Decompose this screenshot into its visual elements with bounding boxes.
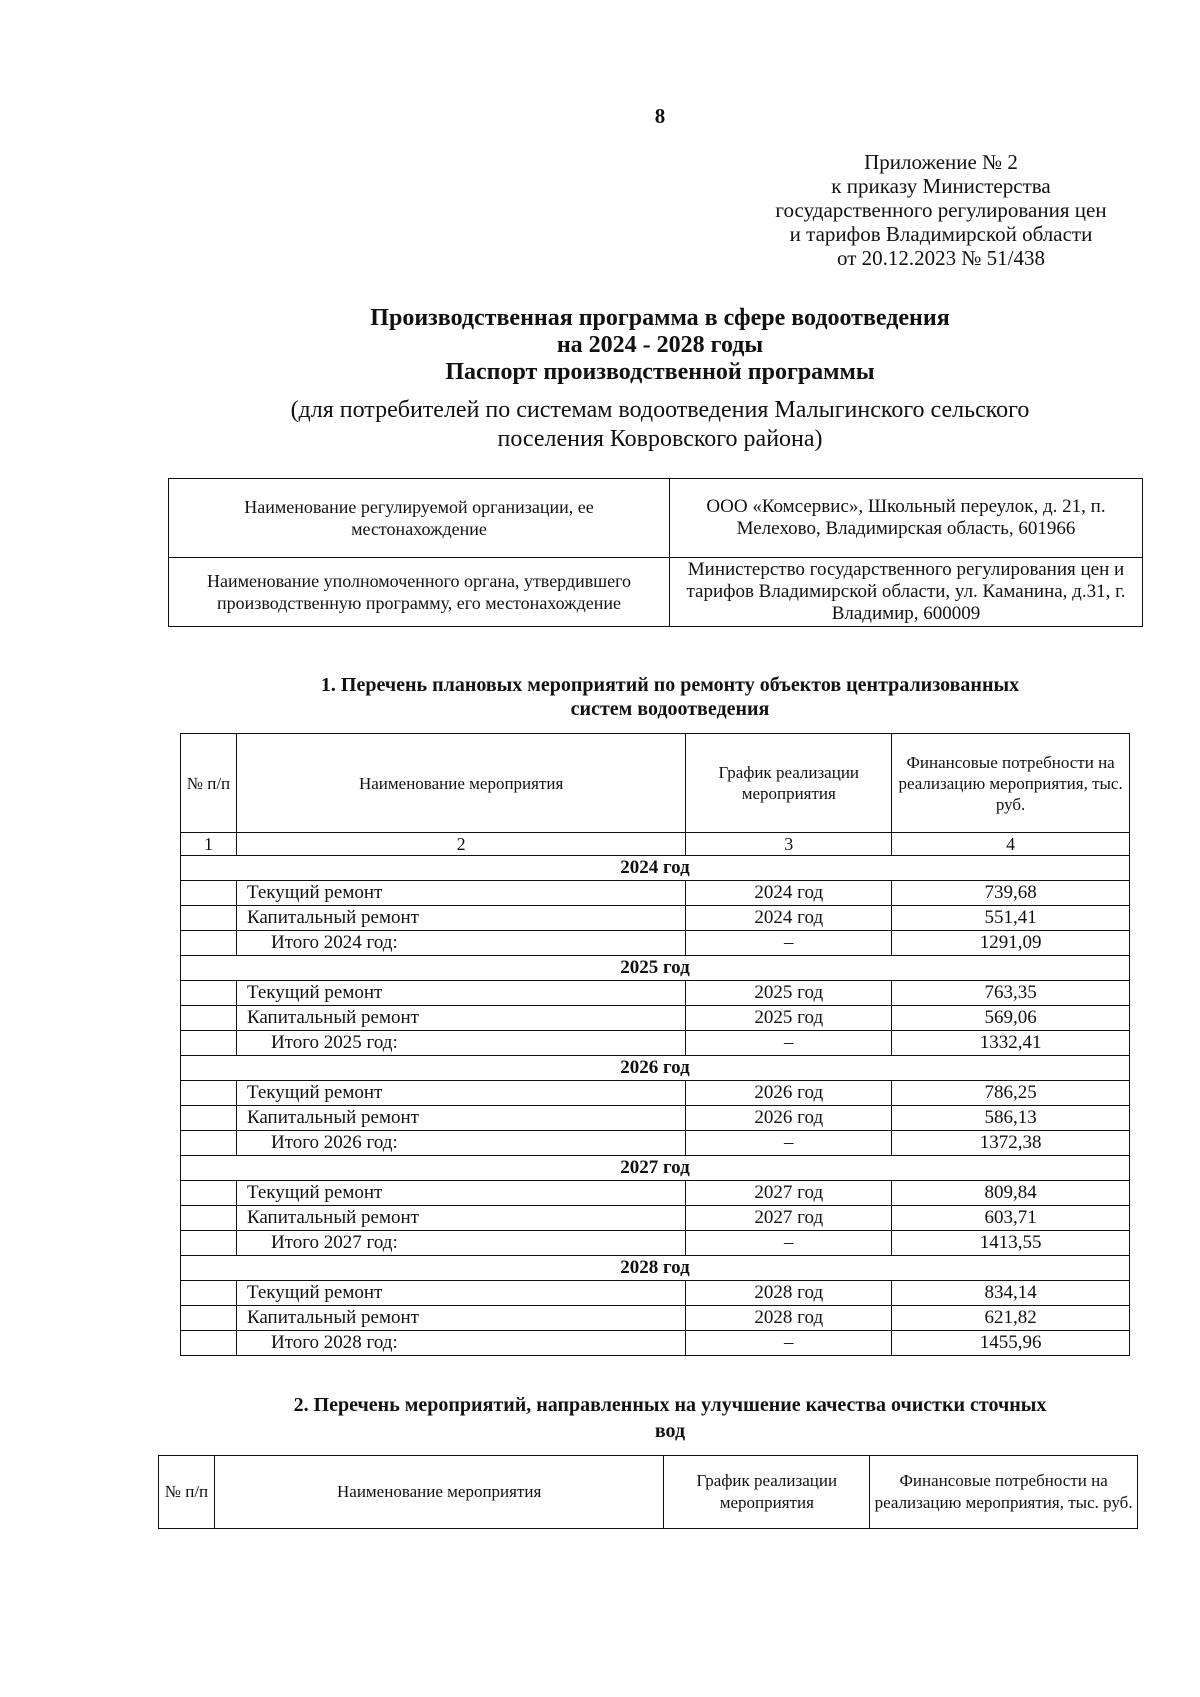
- table-row: [181, 1081, 1130, 1106]
- cell-amount: 586,13: [892, 1106, 1130, 1131]
- cell-name: Текущий ремонт: [236, 1081, 685, 1106]
- program-period: на 2024 - 2028 годы: [556, 332, 764, 358]
- appendix-line: Приложение № 2: [864, 150, 1018, 174]
- header-number: № п/п: [181, 734, 237, 833]
- table-row: [181, 981, 1130, 1006]
- column-number: 3: [686, 833, 892, 856]
- column-number: 4: [892, 833, 1130, 856]
- table-row: [181, 1181, 1130, 1206]
- page-number: 8: [654, 104, 666, 128]
- header-name: Наименование мероприятия: [214, 1456, 663, 1529]
- passport-row: [169, 479, 1143, 558]
- total-row: [181, 931, 1130, 956]
- header-number: № п/п: [159, 1456, 215, 1529]
- consumer-subtitle: [200, 396, 1120, 454]
- program-title: Производственная программа в сфере водоотведения: [370, 305, 950, 331]
- cell-schedule: 2024 год: [686, 906, 892, 931]
- cell-name: Текущий ремонт: [236, 1181, 685, 1206]
- cell-name: Текущий ремонт: [236, 981, 685, 1006]
- year-row: [181, 1256, 1130, 1281]
- cell-total-name: Итого 2028 год:: [236, 1331, 685, 1356]
- cell-name: Капитальный ремонт: [236, 1006, 685, 1031]
- header-schedule: График реализации мероприятия: [664, 1456, 870, 1529]
- cell-number: [181, 1206, 237, 1231]
- cell-number: [181, 931, 237, 956]
- cell-number: [181, 1231, 237, 1256]
- cell-amount: 551,41: [892, 906, 1130, 931]
- cell-number: [181, 1031, 237, 1056]
- cell-number: [181, 981, 237, 1006]
- cell-number: [181, 1331, 237, 1356]
- cell-schedule: 2024 год: [686, 881, 892, 906]
- appendix-line: к приказу Министерства: [831, 174, 1051, 198]
- cell-amount: 786,25: [892, 1081, 1130, 1106]
- passport-value: Министерство государственного регулирования цен и тарифов Владимирской области, ул. Каманина, д.31, г. Владимир, 600009: [670, 558, 1143, 627]
- column-numbers-row: [181, 833, 1130, 856]
- cell-number: [181, 1306, 237, 1331]
- appendix-line: от 20.12.2023 № 51/438: [836, 246, 1046, 270]
- cell-total-name: Итого 2024 год:: [236, 931, 685, 956]
- section2-title-line: вод: [654, 1420, 686, 1442]
- total-row: [181, 1331, 1130, 1356]
- cell-schedule: 2028 год: [686, 1281, 892, 1306]
- subtitle-line: поселения Ковровского района): [497, 426, 823, 452]
- year-title: 2026 год: [181, 1056, 1130, 1081]
- year-title: 2027 год: [181, 1156, 1130, 1181]
- table-row: [181, 1006, 1130, 1031]
- cell-amount: 1455,96: [892, 1331, 1130, 1356]
- passport-value: ООО «Комсервис», Школьный переулок, д. 21, п. Мелехово, Владимирская область, 601966: [670, 479, 1143, 558]
- subtitle-line: (для потребителей по системам водоотведения Малыгинского сельского: [290, 397, 1030, 423]
- cell-amount: 1413,55: [892, 1231, 1130, 1256]
- cell-schedule: 2028 год: [686, 1306, 892, 1331]
- cell-schedule: –: [686, 931, 892, 956]
- document-titles: [200, 305, 1120, 454]
- table-row: [181, 881, 1130, 906]
- repair-plan-table: [180, 733, 1130, 1356]
- cell-amount: 621,82: [892, 1306, 1130, 1331]
- cell-name: Текущий ремонт: [236, 1281, 685, 1306]
- table-header-row: [159, 1456, 1138, 1529]
- cell-number: [181, 1281, 237, 1306]
- year-title: 2024 год: [181, 856, 1130, 881]
- section1-title-line: 1. Перечень плановых мероприятий по ремонту объектов централизованных: [320, 674, 1020, 696]
- year-row: [181, 1156, 1130, 1181]
- cell-number: [181, 906, 237, 931]
- passport-title: Паспорт производственной программы: [445, 359, 875, 385]
- appendix-line: государственного регулирования цен: [775, 198, 1107, 222]
- cell-schedule: –: [686, 1131, 892, 1156]
- cell-number: [181, 1081, 237, 1106]
- year-title: 2025 год: [181, 956, 1130, 981]
- column-number: 2: [236, 833, 685, 856]
- header-name: Наименование мероприятия: [236, 734, 685, 833]
- cell-schedule: –: [686, 1331, 892, 1356]
- cell-name: Капитальный ремонт: [236, 1206, 685, 1231]
- passport-label: Наименование уполномоченного органа, утвердившего производственную программу, его местонахождение: [169, 558, 670, 627]
- cell-amount: 834,14: [892, 1281, 1130, 1306]
- cell-schedule: 2025 год: [686, 981, 892, 1006]
- table-row: [181, 1281, 1130, 1306]
- section1-title-line: систем водоотведения: [570, 698, 770, 720]
- total-row: [181, 1231, 1130, 1256]
- cell-schedule: –: [686, 1231, 892, 1256]
- appendix-line: и тарифов Владимирской области: [789, 222, 1093, 246]
- cell-amount: 739,68: [892, 881, 1130, 906]
- cell-name: Капитальный ремонт: [236, 1306, 685, 1331]
- cell-schedule: 2025 год: [686, 1006, 892, 1031]
- year-row: [181, 856, 1130, 881]
- table-body: [181, 856, 1130, 1356]
- table-row: [181, 906, 1130, 931]
- cell-name: Капитальный ремонт: [236, 1106, 685, 1131]
- section2-title-line: 2. Перечень мероприятий, направленных на улучшение качества очистки сточных: [293, 1394, 1047, 1416]
- cell-amount: 1332,41: [892, 1031, 1130, 1056]
- cell-number: [181, 1106, 237, 1131]
- cell-schedule: 2027 год: [686, 1206, 892, 1231]
- cell-name: Капитальный ремонт: [236, 906, 685, 931]
- column-number: 1: [181, 833, 237, 856]
- table-row: [181, 1306, 1130, 1331]
- header-financing: Финансовые потребности на реализацию мероприятия, тыс. руб.: [892, 734, 1130, 833]
- cell-total-name: Итого 2027 год:: [236, 1231, 685, 1256]
- total-row: [181, 1131, 1130, 1156]
- cell-amount: 1372,38: [892, 1131, 1130, 1156]
- year-row: [181, 956, 1130, 981]
- passport-table: [168, 478, 1143, 627]
- section2-title: [200, 1392, 1140, 1444]
- appendix-block: [746, 150, 1136, 270]
- cell-total-name: Итого 2026 год:: [236, 1131, 685, 1156]
- section1-title: [200, 673, 1140, 721]
- passport-label: Наименование регулируемой организации, ее местонахождение: [169, 479, 670, 558]
- cell-amount: 1291,09: [892, 931, 1130, 956]
- cell-number: [181, 1131, 237, 1156]
- cell-schedule: 2026 год: [686, 1106, 892, 1131]
- table-header-row: [181, 734, 1130, 833]
- table-row: [181, 1106, 1130, 1131]
- cell-schedule: 2026 год: [686, 1081, 892, 1106]
- cell-total-name: Итого 2025 год:: [236, 1031, 685, 1056]
- cell-schedule: 2027 год: [686, 1181, 892, 1206]
- cell-number: [181, 1181, 237, 1206]
- cell-amount: 809,84: [892, 1181, 1130, 1206]
- table-row: [181, 1206, 1130, 1231]
- total-row: [181, 1031, 1130, 1056]
- treatment-quality-table: [158, 1455, 1138, 1529]
- cell-amount: 569,06: [892, 1006, 1130, 1031]
- cell-number: [181, 881, 237, 906]
- header-schedule: График реализации мероприятия: [686, 734, 892, 833]
- cell-number: [181, 1006, 237, 1031]
- cell-schedule: –: [686, 1031, 892, 1056]
- year-row: [181, 1056, 1130, 1081]
- cell-name: Текущий ремонт: [236, 881, 685, 906]
- passport-row: [169, 558, 1143, 627]
- cell-amount: 763,35: [892, 981, 1130, 1006]
- cell-amount: 603,71: [892, 1206, 1130, 1231]
- header-financing: Финансовые потребности на реализацию мероприятия, тыс. руб.: [870, 1456, 1138, 1529]
- year-title: 2028 год: [181, 1256, 1130, 1281]
